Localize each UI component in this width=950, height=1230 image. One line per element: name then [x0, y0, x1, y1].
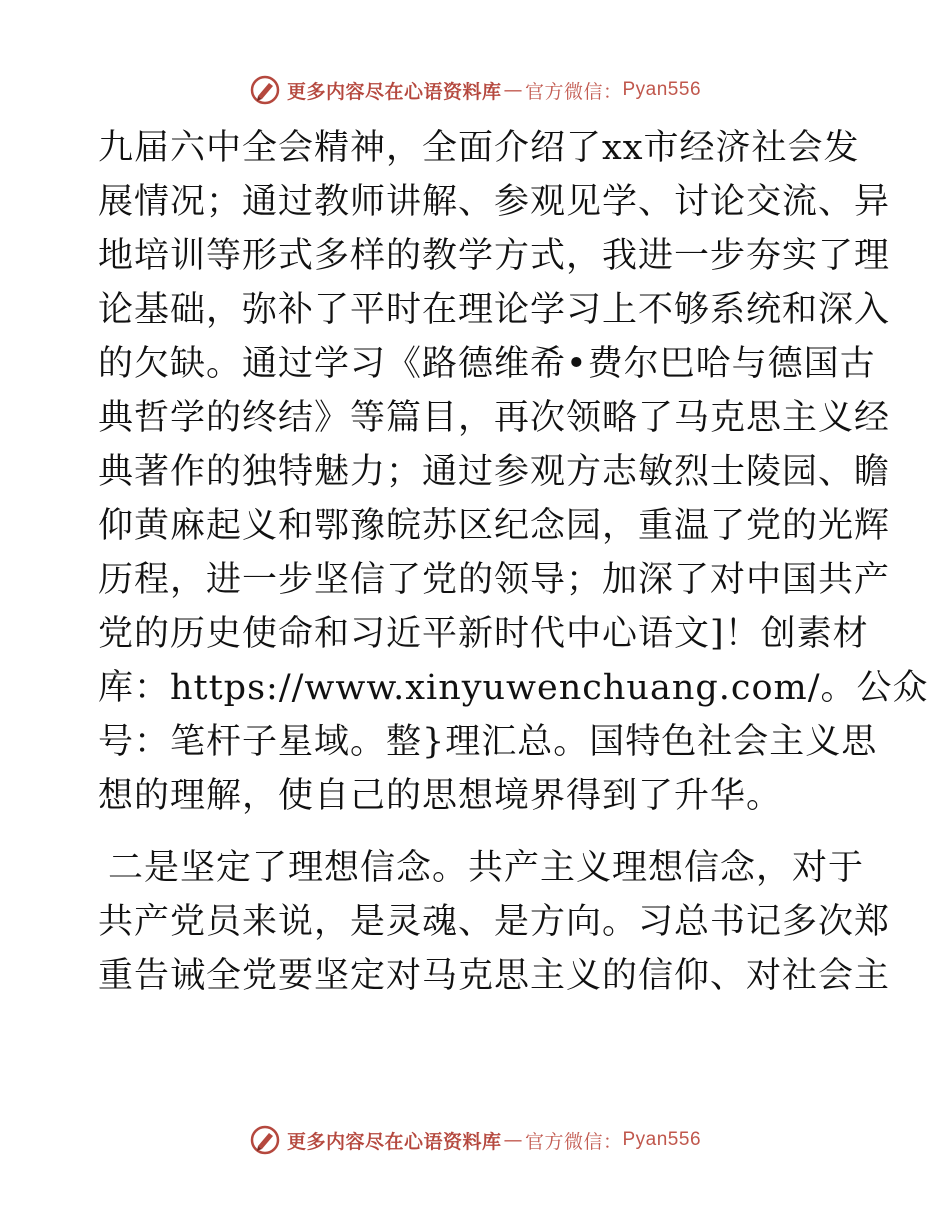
text-line: 重告诫全党要坚定对马克思主义的信仰、对社会主: [98, 956, 891, 996]
text-line: 展情况；通过教师讲解、参观见学、讨论交流、异: [98, 182, 891, 222]
paragraph: [98, 121, 929, 823]
text-line: 仰黄麻起义和鄂豫皖苏区纪念园，重温了党的光辉: [98, 506, 891, 546]
footer-text: [287, 1127, 701, 1154]
footer-dash: —: [503, 1129, 523, 1151]
header-banner: [0, 72, 950, 108]
header-brand: 更多内容尽在心语资料库: [286, 80, 502, 103]
document-body: [98, 121, 929, 1003]
text-line: 党的历史使命和习近平新时代中心语文]！创素材: [98, 614, 869, 654]
header-wechat-id: Pyan556: [622, 79, 702, 100]
pen-logo-icon: [249, 74, 281, 106]
text-line: 典哲学的终结》等篇目，再次领略了马克思主义经: [98, 398, 891, 438]
header-wechat-label: 官方微信：: [524, 80, 623, 103]
text-line: 二是坚定了理想信念。共产主义理想信念，对于: [108, 848, 865, 888]
text-line: 库：https://www.xinyuwenchuang.com/。公众: [98, 668, 929, 708]
footer-wechat-id: Pyan556: [622, 1129, 702, 1150]
pen-logo-icon: [249, 1124, 281, 1156]
text-line: 想的理解，使自己的思想境界得到了升华。: [98, 776, 783, 816]
text-line: 共产党员来说，是灵魂、是方向。习总书记多次郑: [98, 902, 891, 942]
paragraph-gap: [98, 823, 858, 841]
text-line: 典著作的独特魅力；通过参观方志敏烈士陵园、瞻: [98, 452, 891, 492]
footer-banner: [0, 1122, 950, 1158]
footer-wechat-label: 官方微信：: [524, 1130, 623, 1153]
text-line: 历程，进一步坚信了党的领导；加深了对中国共产: [98, 560, 891, 600]
text-line: 地培训等形式多样的教学方式，我进一步夯实了理: [98, 236, 891, 276]
header-text: [287, 77, 701, 104]
text-line: 的欠缺。通过学习《路德维希•费尔巴哈与德国古: [98, 344, 876, 384]
text-line: 九届六中全会精神，全面介绍了xx市经济社会发: [98, 128, 860, 168]
header-dash: —: [503, 79, 523, 101]
text-line: 号：笔杆子星域。整}理汇总。国特色社会主义思: [98, 722, 878, 762]
text-line: 论基础，弥补了平时在理论学习上不够系统和深入: [98, 290, 891, 330]
paragraph: [98, 841, 891, 1003]
footer-brand: 更多内容尽在心语资料库: [286, 1130, 502, 1153]
